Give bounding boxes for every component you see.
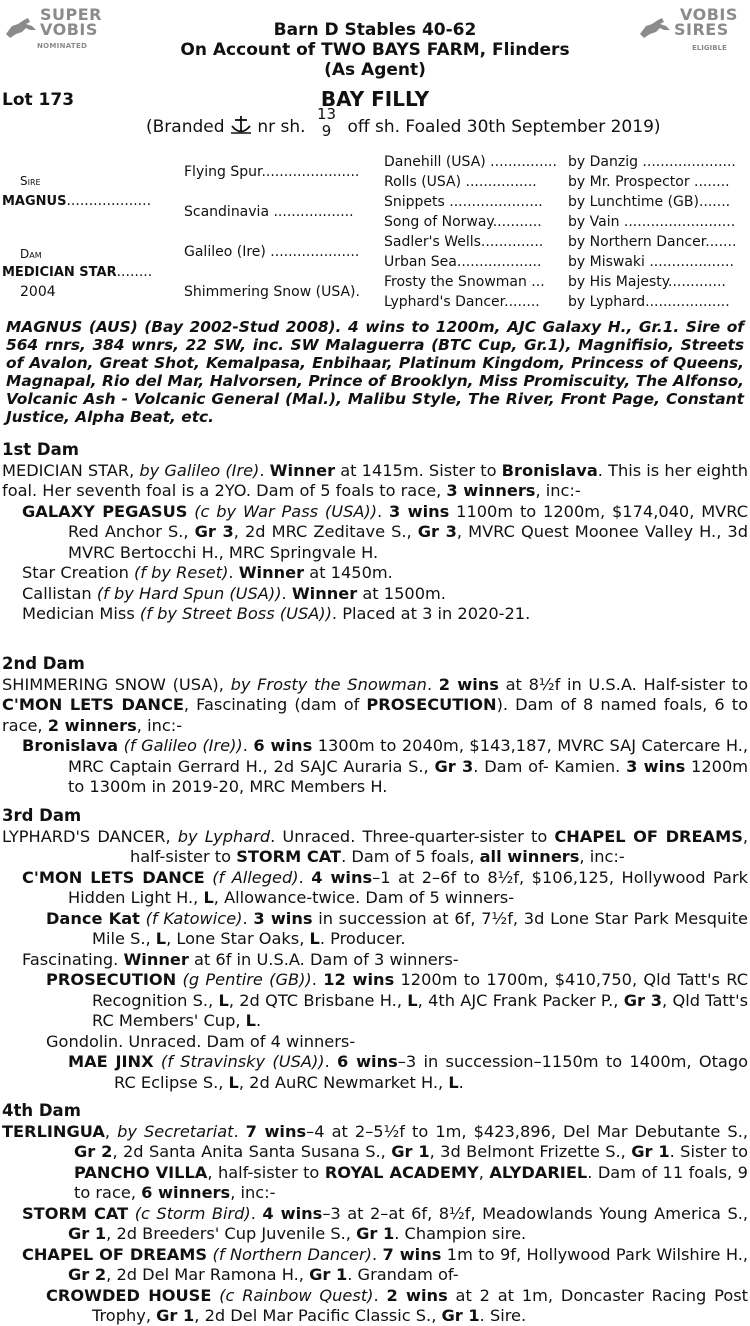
second-dam-section	[2, 654, 748, 798]
t: SHIMMERING SNOW (USA),	[2, 674, 231, 694]
gen3-2: Rolls (USA) ................	[384, 174, 537, 190]
t: at 8½f in U.S.A. Half-sister to	[498, 674, 748, 694]
t: CROWDED HOUSE	[46, 1285, 212, 1305]
t: L	[245, 1011, 256, 1030]
t: PROSECUTION	[46, 970, 177, 989]
gen3-7: Frosty the Snowman ...	[384, 274, 545, 290]
t: 1100m to 1200m, $174,040, MVRC Red Anchor S.,	[68, 501, 749, 541]
gen3-5: Sadler's Wells..............	[384, 234, 544, 250]
t: .	[250, 1203, 263, 1223]
t: by Secretariat	[117, 1121, 234, 1141]
t: 2 winners	[47, 715, 137, 735]
t: 4 wins	[262, 1203, 323, 1223]
t: STORM CAT	[22, 1203, 129, 1223]
t: L	[309, 929, 320, 948]
t: GALAXY PEGASUS	[22, 501, 188, 521]
t: Gr 1	[356, 1224, 395, 1243]
sire-summary: MAGNUS (AUS) (Bay 2002-Stud 2008). 4 wins to 1200m, AJC Galaxy H., Gr.1. Sire of 564 rnrs, 384 wnrs, 22 SW, inc. SW Malaguerra (BTC Cup, Gr.1), Magnifisio, Streets of Avalon, Great Shot, Kemalpasa, Enbihaar, Platinum Kingdom, Princess of Queens, Magnapal, Rio del Mar, Halvorsen, Prince of Brooklyn, Miss Promiscuity, The Alfonso, Volcanic Ash - Volcanic General (Mal.), Malibu Style, The River, Front Page, Constant Justice, Alpha Beat, etc.	[6, 318, 744, 426]
t: Bronislava	[22, 736, 119, 755]
t: (f Alleged)	[204, 867, 299, 887]
t: (f Stravinsky (USA))	[153, 1052, 325, 1071]
t: by Galileo (Ire)	[139, 460, 260, 480]
t: by Lyphard	[177, 826, 271, 846]
brand-post: off sh. Foaled 30th September 2019)	[347, 117, 661, 137]
anchor-brand-icon	[230, 115, 252, 135]
t: . Dam of- Kamien.	[473, 756, 627, 776]
t: , Allowance-twice. Dam of 5 winners-	[213, 888, 515, 907]
t: Gr 1	[309, 1265, 348, 1284]
first-dam-heading: 1st Dam	[2, 440, 79, 459]
t: C'MON LETS DANCE	[2, 695, 184, 714]
t: , inc:-	[535, 481, 581, 500]
horse-title: BAY FILLY	[320, 87, 430, 111]
t: C'MON LETS DANCE	[22, 867, 205, 887]
t: Gr 3	[417, 522, 457, 541]
brand-numbers	[317, 106, 336, 140]
t: .	[458, 1072, 464, 1092]
t: 6 wins	[337, 1052, 398, 1071]
crowded-house-entry	[2, 1286, 748, 1326]
t: Winner	[238, 563, 305, 582]
t: .	[377, 501, 390, 521]
t: 12 wins	[323, 970, 395, 989]
t: Fascinating.	[22, 949, 124, 969]
galaxy-pegasus-entry	[2, 502, 748, 564]
t: .	[242, 908, 254, 928]
granddam-1: Scandinavia ..................	[184, 204, 354, 220]
t: , 2d Del Mar Pacific Classic S.,	[194, 1306, 442, 1325]
logo-right-line3: ELIGIBLE	[692, 44, 727, 52]
sire-label: Sire	[20, 174, 41, 188]
second-dam-para	[2, 675, 748, 737]
fourth-dam-section	[2, 1101, 748, 1326]
t: at 1450m.	[304, 563, 393, 582]
sire-dots: ...................	[66, 193, 152, 209]
t: STORM CAT	[236, 847, 342, 866]
t: . This is her eighth foal. Her seventh foal is a 2YO. Dam of 5 foals to race,	[2, 460, 748, 500]
t: Gr 1	[391, 1142, 430, 1161]
lot-number: Lot 173	[2, 90, 75, 110]
gen3-4: Song of Norway...........	[384, 214, 542, 230]
t: Gr 2	[68, 1265, 107, 1284]
t: 7 wins	[382, 1244, 442, 1264]
t: Gr 3	[434, 756, 474, 776]
t: L	[218, 990, 229, 1010]
brand-line	[146, 105, 661, 144]
medician-miss-entry	[2, 604, 748, 625]
t: (g Pentire (GB))	[176, 970, 312, 989]
t: .	[311, 970, 324, 989]
brand-num-top: 13	[316, 105, 337, 123]
gen4-7: by His Majesty.............	[568, 274, 726, 290]
dam-name-text: MEDICIAN STAR	[2, 265, 117, 280]
t: . Grandam of-	[347, 1265, 459, 1284]
t: Gr 1	[441, 1306, 480, 1325]
t: at 6f in U.S.A. Dam of 3 winners-	[188, 949, 459, 969]
brand-num-bottom: 9	[321, 122, 332, 140]
t: 3 wins	[253, 908, 313, 928]
bronislava-entry	[2, 736, 748, 798]
t: MEDICIAN STAR,	[2, 460, 140, 480]
logo-right-line1: VOBIS	[680, 5, 738, 24]
mae-jinx-entry	[2, 1052, 748, 1093]
t: Gr 3	[194, 522, 234, 541]
gen3-8: Lyphard's Dancer........	[384, 294, 540, 310]
t: Medician Miss	[22, 604, 140, 623]
logo-left-line3: NOMINATED	[37, 42, 88, 50]
cmon-lets-dance-entry	[2, 868, 748, 909]
t: –3 at 2–at 6f, 8½f, Meadowlands Young America S.,	[322, 1203, 749, 1223]
t: , inc:-	[230, 1183, 276, 1202]
t: , 2d Del Mar Ramona H.,	[106, 1265, 310, 1284]
sire-name-text: MAGNUS	[2, 194, 67, 209]
logo-left-line2: VOBIS	[40, 20, 98, 39]
t: at 1415m. Sister to	[335, 460, 502, 480]
t: 6 wins	[253, 736, 313, 755]
logo-left-line1: SUPER	[40, 5, 102, 24]
t: L	[448, 1072, 459, 1092]
t: . Unraced. Three-quarter-sister to	[270, 826, 555, 846]
t: PANCHO VILLA	[74, 1162, 208, 1182]
pedigree-table	[0, 152, 750, 312]
t: 1300m to 2040m, $143,187, MVRC SAJ Catercare H., MRC Captain Gerrard H., 2d SAJC Auraria S.,	[68, 736, 748, 776]
t: ALYDARIEL	[489, 1162, 588, 1182]
t: –1 at 2–6f to 8½f, $106,125, Hollywood Park Hidden Light H.,	[68, 867, 748, 907]
gen4-4: by Vain .........................	[568, 214, 736, 230]
second-dam-heading: 2nd Dam	[2, 654, 85, 673]
t: , 2d QTC Brisbane H.,	[228, 990, 408, 1010]
fourth-dam-para	[2, 1122, 748, 1204]
t: Gr 1	[631, 1142, 670, 1161]
t: , inc:-	[579, 847, 625, 866]
t: .	[371, 1244, 383, 1264]
gen4-3: by Lunchtime (GB).......	[568, 194, 731, 210]
t: .	[259, 460, 270, 480]
t: . Sire.	[479, 1306, 527, 1325]
t: 3 wins	[626, 756, 686, 776]
third-dam-section	[2, 806, 748, 1093]
t: Gr 1	[68, 1224, 107, 1243]
t: –3 in succession–1150m to 1400m, Otago RC Eclipse S.,	[114, 1052, 749, 1092]
t: . Sister to	[669, 1142, 749, 1161]
t: .	[281, 583, 292, 603]
t: L	[228, 1072, 239, 1092]
t: 6 winners	[141, 1183, 231, 1202]
header-line-3: (As Agent)	[324, 60, 426, 80]
t: , 2d MRC Zeditave S.,	[233, 522, 418, 541]
t: .	[298, 867, 312, 887]
t: . Dam of 11 foals, 9 to race,	[74, 1162, 748, 1202]
gen4-1: by Danzig .....................	[568, 154, 736, 170]
t: (c by War Pass (USA))	[187, 501, 378, 521]
t: 2 wins	[438, 674, 499, 694]
t: , 2d Breeders' Cup Juvenile S.,	[106, 1224, 357, 1243]
grandsire-2: Galileo (Ire) ....................	[184, 244, 360, 260]
t: .	[242, 736, 254, 755]
t: , MVRC Quest Moonee Valley H., 3d MVRC Bertocchi H., MRC Springvale H.	[68, 522, 748, 562]
t: Bronislava	[501, 460, 598, 480]
t: , 2d AuRC Newmarket H.,	[238, 1072, 449, 1092]
grandsire-1: Flying Spur......................	[184, 164, 360, 180]
t: , half-sister to	[207, 1162, 325, 1182]
t: Gr 1	[156, 1306, 195, 1325]
t: CHAPEL OF DREAMS	[22, 1244, 208, 1264]
t: .	[233, 1121, 246, 1141]
t: at 1500m.	[357, 583, 446, 603]
gen4-8: by Lyphard...................	[568, 294, 730, 310]
t: Winner	[123, 949, 189, 969]
t: Winner	[269, 460, 336, 480]
t: . Dam of 5 foals,	[341, 847, 480, 866]
t: 4 wins	[311, 867, 373, 887]
t: , half-sister to	[130, 826, 749, 866]
first-dam-para	[2, 461, 748, 502]
t: (f by Street Boss (USA))	[139, 604, 332, 623]
dam-name	[2, 264, 152, 280]
t: Winner	[291, 583, 358, 603]
t: Callistan	[22, 583, 97, 603]
fascinating-entry	[2, 950, 748, 971]
t: CHAPEL OF DREAMS	[554, 826, 743, 846]
t: .	[255, 1011, 262, 1030]
t: in succession at 6f, 7½f, 3d Lone Star Park Mesquite Mile S.,	[92, 908, 748, 948]
t: 2 wins	[386, 1285, 448, 1305]
t: . Champion sire.	[394, 1224, 527, 1243]
t: by Frosty the Snowman	[230, 674, 427, 694]
callistan-entry	[2, 584, 748, 605]
t: L	[155, 929, 167, 948]
t: PROSECUTION	[366, 695, 497, 714]
prosecution-entry	[2, 970, 748, 1032]
t: ,	[104, 1121, 118, 1141]
t: 7 wins	[245, 1121, 307, 1141]
t: TERLINGUA	[2, 1121, 105, 1141]
t: L	[407, 990, 418, 1010]
t: , inc:-	[136, 715, 183, 735]
t: 3 winners	[446, 481, 536, 500]
gondolin-entry: Gondolin. Unraced. Dam of 4 winners-	[46, 1031, 356, 1051]
t: (c Storm Bird)	[128, 1203, 251, 1223]
t: 1200m to 1700m, $410,750, Qld Tatt's RC Recognition S.,	[92, 970, 748, 1010]
chapel-of-dreams-entry	[2, 1245, 748, 1286]
t: . Placed at 3 in 2020-21.	[331, 604, 531, 623]
t: .	[228, 563, 239, 582]
t: , Lone Star Oaks,	[166, 929, 310, 948]
t: MAE JINX	[68, 1052, 154, 1071]
gen4-6: by Miswaki ...................	[568, 254, 734, 270]
gen3-1: Danehill (USA) ...............	[384, 154, 557, 170]
t: (c Rainbow Quest)	[211, 1285, 374, 1305]
t: LYPHARD'S DANCER,	[2, 826, 178, 846]
t: .	[426, 674, 439, 694]
brand-mid: nr sh.	[257, 117, 306, 137]
t: (f Northern Dancer)	[207, 1244, 372, 1264]
t: , Qld Tatt's RC Members' Cup,	[92, 990, 748, 1030]
t: 3 wins	[389, 501, 450, 521]
gen4-5: by Northern Dancer.......	[568, 234, 737, 250]
sire-name	[2, 193, 151, 209]
t: 1200m to 1300m in 2019-20, MRC Members H.	[68, 756, 749, 796]
t: ,	[478, 1162, 490, 1182]
t: Gr 3	[623, 990, 663, 1010]
fourth-dam-heading: 4th Dam	[2, 1101, 81, 1120]
t: Dance Kat	[46, 908, 140, 928]
t: 1m to 9f, Hollywood Park Wilshire H.,	[441, 1244, 748, 1264]
first-dam-section	[2, 440, 748, 625]
t: , Fascinating (dam of	[183, 695, 367, 714]
brand-pre: (Branded	[146, 117, 225, 137]
star-creation-entry	[2, 563, 748, 584]
third-dam-para	[2, 827, 748, 868]
t: Gr 2	[74, 1142, 113, 1161]
t: (f by Hard Spun (USA))	[96, 583, 282, 603]
t: (f Galileo (Ire))	[118, 736, 243, 755]
logo-right-line2: SIRES	[674, 20, 729, 39]
t: at 2 at 1m, Doncaster Racing Post Trophy,	[92, 1285, 748, 1325]
storm-cat-entry	[2, 1204, 748, 1245]
t: .	[324, 1052, 338, 1071]
t: , 4th AJC Frank Packer P.,	[417, 990, 624, 1010]
t: (f by Reset)	[133, 563, 229, 582]
t: all winners	[479, 847, 580, 866]
t: , 2d Santa Anita Santa Susana S.,	[112, 1142, 392, 1161]
gen3-6: Urban Sea...................	[384, 254, 542, 270]
granddam-2: Shimmering Snow (USA).	[184, 284, 360, 300]
header-line-2: On Account of TWO BAYS FARM, Flinders	[180, 40, 570, 60]
t: –4 at 2–5½f to 1m, $423,896, Del Mar Debutante S.,	[306, 1121, 749, 1141]
dam-dots: ........	[116, 264, 153, 280]
gen3-3: Snippets .....................	[384, 194, 543, 210]
third-dam-heading: 3rd Dam	[2, 806, 82, 825]
gen4-2: by Mr. Prospector ........	[568, 174, 730, 190]
t: ). Dam of 8 named foals, 6 to race,	[2, 695, 748, 735]
dance-kat-entry	[2, 909, 748, 950]
t: .	[373, 1285, 387, 1305]
t: (f Katowice)	[139, 908, 243, 928]
t: , 3d Belmont Frizette S.,	[429, 1142, 632, 1161]
t: . Producer.	[319, 929, 406, 948]
t: Star Creation	[22, 563, 134, 582]
header-line-1: Barn D Stables 40-62	[273, 20, 477, 40]
dam-year: 2004	[20, 284, 56, 300]
t: ROYAL ACADEMY	[324, 1162, 479, 1182]
dam-label: Dam	[20, 247, 42, 261]
t: L	[203, 888, 214, 907]
consignor-header	[0, 20, 750, 80]
